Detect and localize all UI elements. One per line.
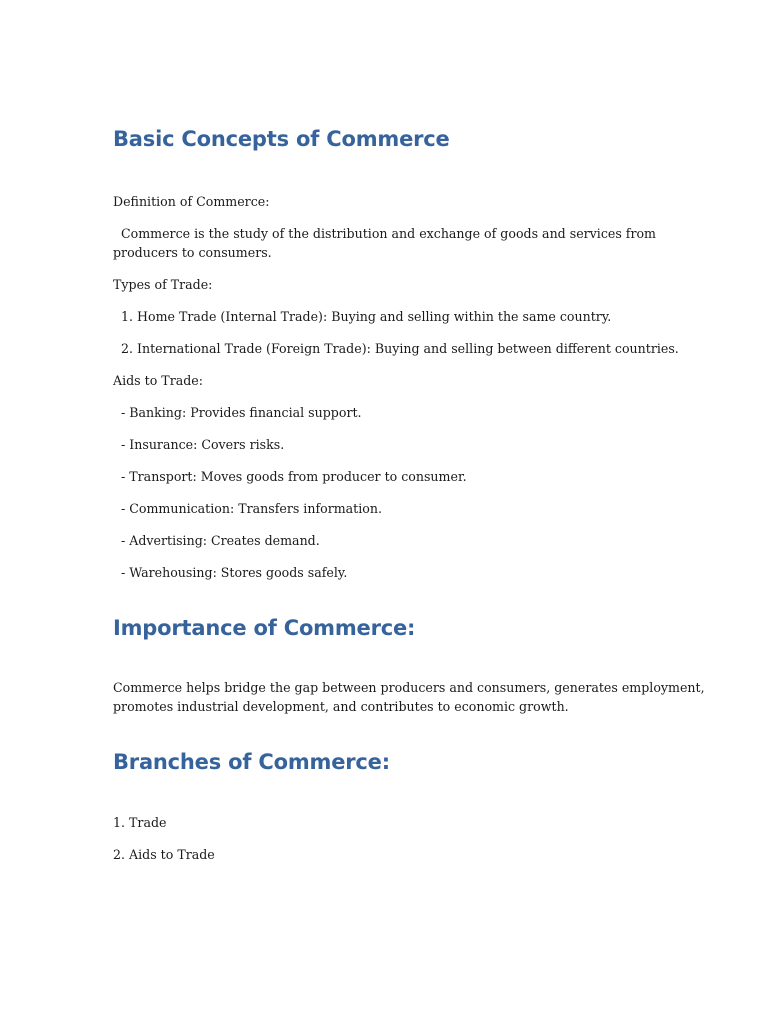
aid-item: - Insurance: Covers risks.: [113, 437, 285, 452]
importance-text-line-1: Commerce helps bridge the gap between producers and consumers, generates employment,: [113, 680, 705, 695]
trade-type-item: 1. Home Trade (Internal Trade): Buying and selling within the same country.: [113, 309, 612, 324]
heading-branches: Branches of Commerce:: [113, 750, 390, 774]
aid-item: - Advertising: Creates demand.: [113, 533, 320, 548]
types-of-trade-label: Types of Trade:: [113, 277, 213, 292]
trade-type-item: 2. International Trade (Foreign Trade): Buying and selling between different countries.: [113, 341, 679, 356]
definition-text-line-1: Commerce is the study of the distribution and exchange of goods and services from: [113, 226, 657, 241]
aid-item: - Transport: Moves goods from producer to consumer.: [113, 469, 467, 484]
heading-importance: Importance of Commerce:: [113, 616, 416, 640]
aids-to-trade-label: Aids to Trade:: [113, 373, 203, 388]
branch-item: 2. Aids to Trade: [113, 847, 215, 862]
branch-item: 1. Trade: [113, 815, 167, 830]
definition-label: Definition of Commerce:: [113, 194, 270, 209]
importance-text-line-2: promotes industrial development, and contributes to economic growth.: [113, 699, 569, 714]
heading-basic-concepts: Basic Concepts of Commerce: [113, 127, 450, 151]
aid-item: - Communication: Transfers information.: [113, 501, 382, 516]
aid-item: - Banking: Provides financial support.: [113, 405, 362, 420]
definition-text-line-2: producers to consumers.: [113, 245, 272, 260]
aid-item: - Warehousing: Stores goods safely.: [113, 565, 348, 580]
